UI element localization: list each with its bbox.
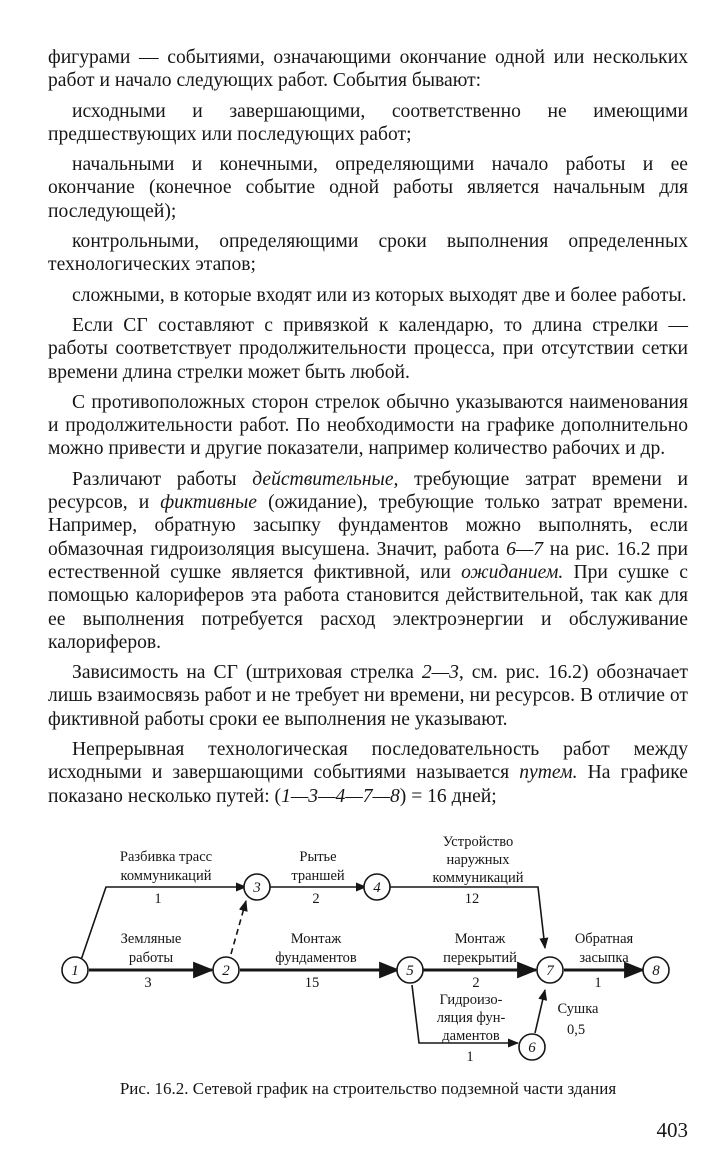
arrow-6-7	[535, 990, 545, 1033]
work-1-3-name-line2: коммуникаций	[120, 868, 212, 884]
event-node-5-label: 5	[406, 963, 414, 979]
list-item-control: контрольными, определяющими сроки выполнения определенных технологических этапов;	[48, 231, 688, 276]
event-node-8-label: 8	[652, 963, 660, 979]
work-5-6-name-line1: Гидроизо-	[439, 992, 503, 1008]
paragraph-path: Непрерывная технологическая последовательность работ между исходными и завершающими событиями называется путем. На графике показано несколько путей: (1—3—4—7—8) = 16 дней;	[48, 739, 688, 807]
work-1-3-duration: 1	[154, 891, 162, 907]
list-item-initial-final: исходными и завершающими, соответственно не имеющими предшествующих или последующих работ;	[48, 100, 688, 145]
work-6-7-duration: 0,5	[566, 1022, 586, 1038]
network-diagram-svg	[48, 830, 688, 1070]
event-node-6-label: 6	[528, 1040, 536, 1056]
paragraph-work-types: Различают работы действительные, требующие затрат времени и ресурсов, и фиктивные (ожидание), требующие только затрат времени. Например, обратную засыпку фундаментов можно выполнять, если обмазочная гидроизоляция высушена. Значит, работа 6—7 на рис. 16.2 при естественной сушке является фиктивной, или ожиданием. При сушке с помощью калориферов эта работа становится действительной, так как для ее выполнения потребуется расход электроэнергии и обслуживание калориферов.	[48, 468, 688, 653]
work-2-5-name-line2: фундаментов	[275, 950, 357, 966]
work-3-4-name-line1: Рытье	[299, 849, 337, 865]
paragraph-arrow-labels: С противоположных сторон стрелок обычно указываются наименования и продолжительности работ. По необходимости на графике дополнительно можно привести и другие показатели, например количество рабочих и др.	[48, 391, 688, 460]
work-5-7-name-line1: Монтаж	[454, 931, 506, 947]
work-2-5-name-line1: Монтаж	[290, 931, 342, 947]
work-3-4-name-line2: траншей	[291, 868, 345, 884]
work-4-7-name-line1: Устройство	[442, 834, 514, 850]
list-item-complex: сложными, в которые входят или из которых выходят две и более работы.	[72, 284, 687, 306]
page-number: 403	[656, 1118, 688, 1142]
work-4-7-name-line3: коммуникаций	[432, 870, 524, 886]
arrow-2-3-dashed	[231, 901, 246, 954]
work-6-7-name: Сушка	[557, 1001, 599, 1017]
event-node-3-label: 3	[253, 880, 261, 896]
work-5-6-name-line2: ляция фун-	[436, 1010, 506, 1026]
body-text	[48, 46, 688, 815]
paragraph-calendar: Если СГ составляют с привязкой к календарю, то длина стрелки — работы соответствует продолжительности процесса, при отсутствии сетки времени длина стрелки может быть любой.	[48, 314, 688, 383]
work-5-7-name-line2: перекрытий	[443, 950, 517, 966]
work-7-8-duration: 1	[594, 975, 602, 991]
paragraph-dependency: Зависимость на СГ (штриховая стрелка 2—3, см. рис. 16.2) обозначает лишь взаимосвязь работ и не требует ни времени, ни ресурсов. В отличие от фиктивной работы сроки ее выполнения не указывают.	[48, 662, 688, 730]
work-4-7-name-line2: наружных	[446, 852, 510, 868]
work-7-8-name-line1: Обратная	[574, 931, 634, 947]
event-node-2-label: 2	[222, 963, 230, 979]
list-item-start-end: начальными и конечными, определяющими начало работы и ее окончание (конечное событие одной работы является начальным для последующей);	[48, 154, 688, 222]
work-5-6-name-line3: даментов	[442, 1028, 500, 1044]
paragraph-events-intro: фигурами — событиями, означающими окончание одной или нескольких работ и начало следующих работ. События бывают:	[48, 47, 688, 92]
work-1-2-name-line2: работы	[128, 950, 174, 966]
work-2-5-duration: 15	[304, 975, 320, 991]
event-node-7-label: 7	[546, 963, 554, 979]
network-diagram	[48, 830, 688, 1070]
event-node-4-label: 4	[373, 880, 381, 896]
work-5-6-duration: 1	[466, 1049, 474, 1065]
work-4-7-duration: 12	[464, 891, 480, 907]
work-3-4-duration: 2	[312, 891, 320, 907]
work-7-8-name-line2: засыпка	[579, 950, 629, 966]
work-1-3-name-line1: Разбивка трасс	[119, 849, 213, 865]
work-1-2-duration: 3	[144, 975, 152, 991]
work-5-7-duration: 2	[472, 975, 480, 991]
work-1-2-name-line1: Земляные	[120, 931, 182, 947]
figure-caption: Рис. 16.2. Сетевой график на строительство подземной части здания	[119, 1079, 617, 1098]
event-node-1-label: 1	[71, 963, 79, 979]
